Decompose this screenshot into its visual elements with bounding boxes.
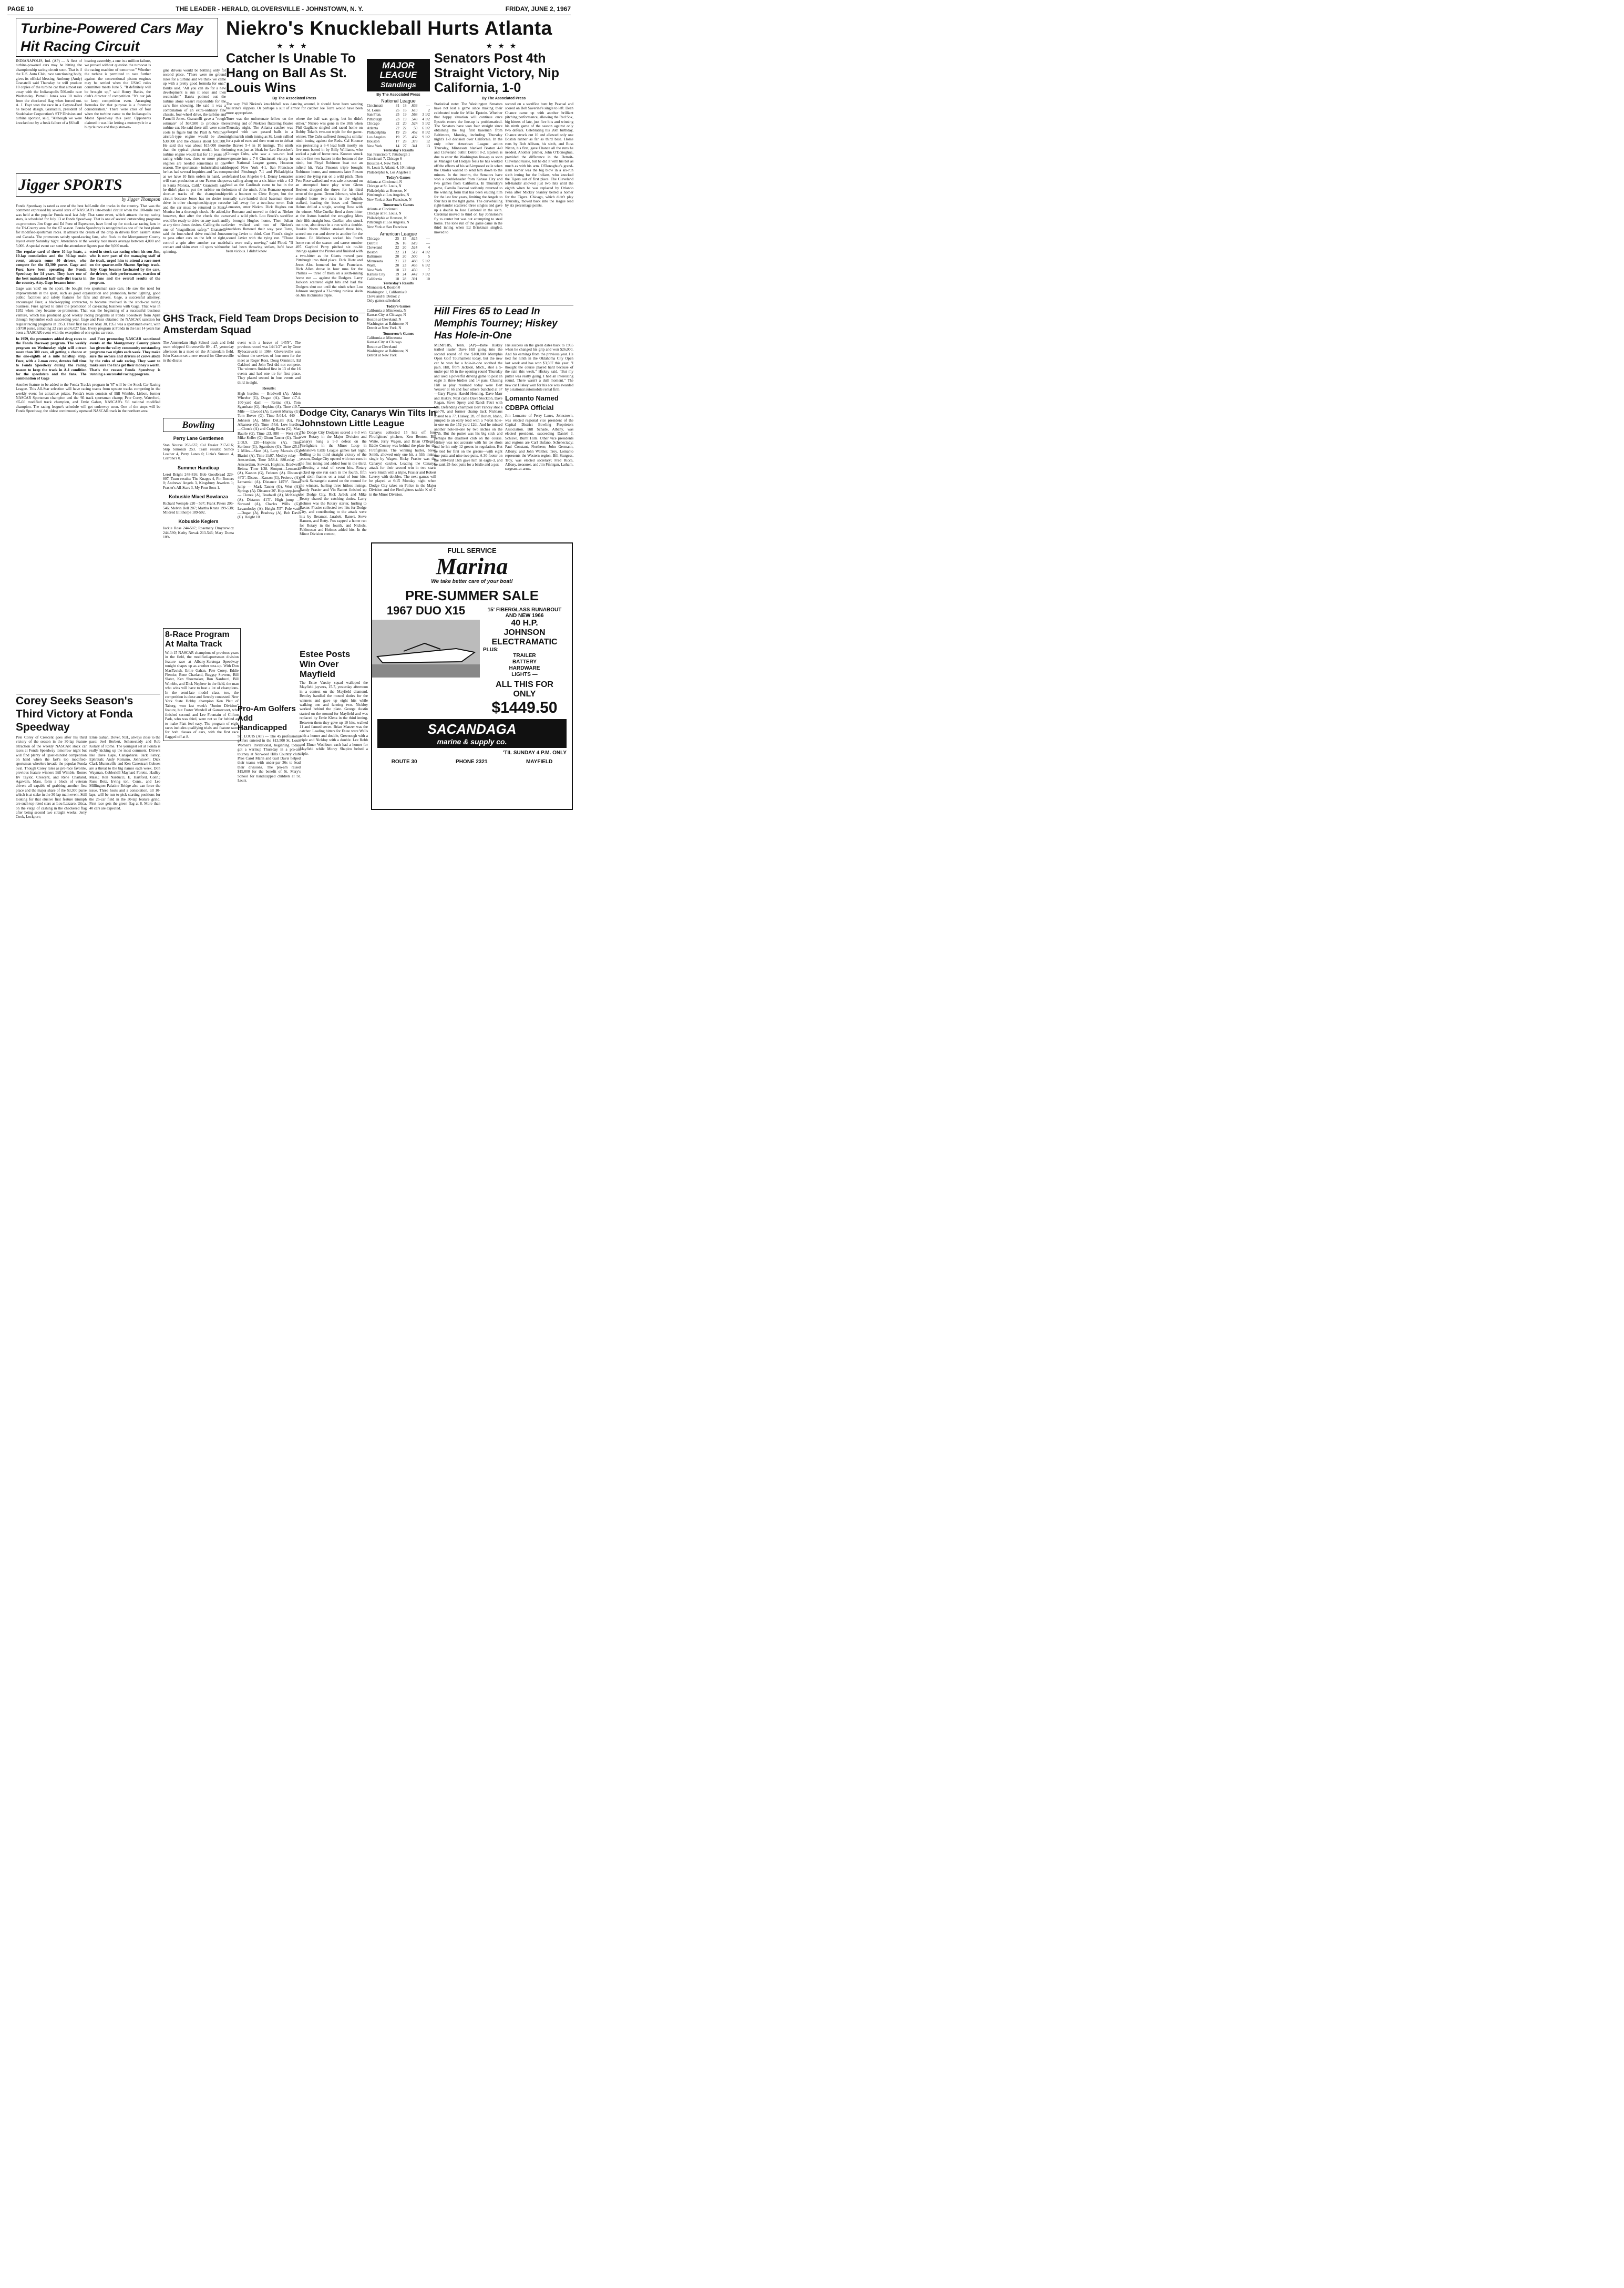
turbine-col3: gine drivers would be battling only for second place. "There were no ground rules for a turbine and we think we came up with a pretty good formula for one," Banks said. "All you can do for a new development is run it once and then reconsider." Banks pointed out the turbine alone wasn't responsible for the car's fine showing. He said it was a combination of an extra-ordinary fine chassis, four-wheel drive, the turbine and Parnelli Jones. Granatelli gave a "rough estimate" of $67,500 to produce the turbine car. He said there still were some costs to figure but the Pratt & Whitney aircraft-type engine would be about $30,000 and the chassis about $37,500. He said this was about $15,000 more than the typical piston model, but the turbine engine would last for 10 years of racing while two, three or more piston engines are needed sometimes in one season. The sportsman - industrialist said he has had several inquiries and "as soon as we have 10 firm orders in hand, we will start production at our Paxton shops in Santa Monica, Calif." Granatelli said he didn't plan to put the turbine on the short-er tracks of the championship circuit because Jones has no desire to drive in other championship-type races and the car must be returned to Santa Monica for a thorough check. He added, however, that after the check the car would be ready to drive on any track and at any time Jones desires. Calling the car one of "magnificent safety," Granatelli said the four-wheel drive enabled Jones to pass other cars on the left or right, control a spin after another car made contact and skim over oil spots without spinning.: [163, 68, 226, 254]
standings-box: [367, 59, 430, 358]
ad-motor2: ELECTRAMATIC: [491, 638, 558, 647]
nl-standing-cell: Philadelphia: [367, 130, 386, 135]
nl-standing-cell: .568: [410, 112, 418, 117]
standings-logo-major: MAJOR: [382, 60, 415, 70]
ad-until: 'TIL SUNDAY 4 P.M. ONLY: [502, 750, 567, 756]
summer-results: Leroi Bright 248-816; Bob Goodbread 229-807. Team results: The Knapps 4, Pin Busters 0; Andrews' Angels 3, Kingsbury Jewelers 1; Frasier's All-Stars 3, My Four Sons 1.: [163, 472, 234, 490]
al-standing-cell: .512: [410, 250, 418, 254]
al-standing-cell: —: [426, 237, 430, 241]
ad-only: ONLY: [513, 690, 536, 699]
jigger-bold3: In 1959, the promoters added drag races to the Fonda Raceway program. The weekly program on Wednesday night will attract more than 300 cars, all getting a chance at the one-eighth of a mile hardtop strip. Fuez, with a 2-man crew, devotes full time to Fonda Speedway during the racing season to keep the track in A-1 condition for the speedsters and the fans. The combination of Gage: [16, 336, 87, 381]
ghs-headline: GHS Track, Field Team Drops Decision to Amsterdam Squad: [163, 313, 359, 336]
nl-today-list: [367, 180, 430, 202]
nl-title: National League: [381, 98, 416, 104]
nl-standing-cell: —: [426, 104, 430, 108]
masthead: [7, 3, 571, 15]
ghs-col1: The Amsterdam High School track and field team whipped Gloversville 89 - 47, yesterday afternoon in a meet on the Amsterdam field. John Kasson set a new record for Gloversville in the discus: [163, 341, 234, 363]
nl-standing-cell: Los Angeles: [367, 135, 386, 139]
jigger-column: [16, 173, 160, 414]
al-game: Washington at Baltimore, N: [367, 321, 408, 326]
standings-logo-league: LEAGUE: [379, 70, 417, 80]
ad-script: Marina: [436, 553, 508, 579]
ad-town: MAYFIELD: [526, 759, 553, 765]
jigger-bold2: ested in stock-car racing when his son Jim, who is now part of the managing staff of the track, urged him to attend a race meet on the quarter-mile Sharon Springs track. Atty. Gage became fascinated by the cars, the drivers, their performances, reaction of the fans and the overall results of the program.: [89, 250, 160, 285]
corey-article: [16, 694, 160, 819]
niekro-headline: Niekro's Knuckleball Hurts Atlanta: [226, 17, 552, 39]
al-standing-cell: 7 1/2: [422, 272, 430, 277]
ad-extra-item: LIGHTS —: [511, 672, 538, 678]
al-today-list: [367, 309, 430, 331]
ghs-article: [163, 313, 365, 336]
al-standing-cell: 20: [395, 254, 399, 259]
nl-game: Atlanta at Cincinnati: [367, 207, 398, 212]
turbine-col2: bearing assembly, a one in a million failure, we proved without question the turbocar is the racing machine of tomorrow." Whether the turbine is permitted to race further against the conventional piston engines may be settled when the USAC rules committee meets June 5. "It definitely will be brought up," said Henry Banks, the club's director of competition. "It's our job to keep competition even. Arranging formulas for that purpose is a foremost consideration." There were cries of foul when the turbine came to the Indianapolis Motor Speedway this year. Opponents claimed it was like letting a motorcycle in a bicycle race and the piston-en-: [85, 59, 151, 130]
al-standing-row: [367, 254, 430, 259]
nl-standing-cell: 17: [395, 139, 399, 143]
keg-heading: Kobuskie Keglers: [178, 519, 219, 525]
ad-all: ALL THIS FOR: [496, 680, 553, 689]
senators-article: [434, 42, 573, 234]
jigger-logo-text: Jigger SPORTS: [18, 176, 122, 193]
senators-headline: Senators Post 4th Straight Victory, Nip California, 1-0: [434, 51, 560, 95]
nl-game: Pittsburgh at Los Angeles, N: [367, 193, 409, 198]
al-standing-row: [367, 277, 430, 282]
nl-standing-cell: 12: [426, 139, 430, 143]
jigger-body1: Fonda Speedway is rated as one of the best half-mile dirt tracks in the country. That was the comment expressed by several stars of NASCAR's late-model circuit when the 100-mile race was held at the popular Fonda oval last July. That same event, which attracts the top racing stars, is scheduled for July 13 at Fonda Speedway. That is one of several outstanding programs co-promoters Jim Gage and Ed Fuez of Esperance, have lined up for stock-car racing fans in the Tri-County area for the '67 season. Fonda Speedway is recognized as one of the best plants for modified-sportsman races. It attracts the cream of the crop in drivers from eastern states and Canada. The promoters satisfy speed-racing fans, who flock to the Montgomery County layout every Saturday night. Attendance at the weekly race meets average between 4,000 and 5,000. A special event can send the attendance figures past the 9,000 mark.: [16, 204, 160, 248]
nl-standing-cell: .633: [410, 104, 418, 108]
nl-game: Pittsburgh at Los Angeles, N: [367, 220, 409, 225]
perry-results: Stan Nourse 263-637; Cal Frasier 217-616; Skip Simonds 253. Team results: Simco Leather 4, Perry Lanes 0; Lizio's Sunoco 4, Cerrone's 0.: [163, 443, 234, 461]
nl-standing-cell: 19: [395, 130, 399, 135]
ghs-results-column: [238, 341, 301, 520]
nl-standing-cell: 18: [403, 104, 407, 108]
al-standing-cell: 25: [395, 237, 399, 241]
kob-results: Richard Wemple 220 - 597; Frank Peters 206-546; Melvin Bell 207; Martha Kranz 199-538; Mildred Ellithorpe 189-502.: [163, 501, 234, 515]
nl-standing-cell: 23: [395, 117, 399, 121]
nl-today-head: Today's Games: [386, 176, 410, 180]
senators-stars: ★★★: [486, 43, 522, 50]
nl-standing-cell: .524: [410, 121, 418, 126]
al-standing-row: [367, 245, 430, 250]
jigger-body2: Gage was 'sold' on the sport. He bought two sportsman race cars. He saw the need for improvements in the sport, such as good organization and promotion, better lighting, good public facilities and safety features for fans and drivers. Gage, a successful attorney, encouraged Fuez, a black-topping contractor, to become involved in the stock-car racing business. Fuez agreed to enter the promotion of car-racing business with Gage. That was in 1952 when they became co-promoters. That was the beginning of a successful business venture, which has produced good weekly racing programs at Fonda Speedway from April through September each succeeding year. Gage and Fuez obtained the NASCAR sanction for regular racing programs in 1953. Their first race on May 30, 1953 was a sportsman event, with a $750 purse, attracting 22 cars and 6,027 fans. Every program at Fonda in the last 14 years has been a NASCAR event with the exception of one sprint car race.: [16, 286, 160, 335]
keg-results: Jackie Ross 244-587; Rosemary Dmyterwicz 244-590; Kathy Novak 213-546; Mary Duma 189-: [163, 526, 234, 540]
lomanto-body: Jim Lomanto of Perry Lanes, Johnstown, was elected regional vice president of the Capital District Bowling Proprietors Association. Bill Schade, Albany, was elected president, succeeding Daniel J. Schiavo, Burnt Hills. Other vice presidents and regions are Carl Bufano, Schenectady; Paul Constant, Northern; John Germann, Albany; and John Walther, Troy. Lomanto represents the Western region. Bill Sturgess, Troy, was elected secretary; Fred Ricca, Albany, treasurer, and Jim Finnigan, Latham, sergeant-at-arms.: [505, 414, 573, 471]
nl-standing-cell: 9 1/2: [422, 135, 430, 139]
senators-col2: second on a sacrifice bunt by Pascual and scored on Bob Saverine's single to left. Dean Chance came up with another brilliant pitching performance, allowing the Red Sox, big hitters of late, just five hits and winning his ninth game of the season against only two defeats. Celebrating his 26th birthday, Chance struck out 10 and allowed only one Boston runner as far as third base. Home runs by Bob Allison, his sixth, and Russ Nixon, his first, gave Chance all the runs he needed. Another pitcher, John O'Donoghue, provided the difference in the Detroit-Cleveland tussle, but he did it with his bat as much as with his arm. O'Donoghue's grand-slam homer was the big blow in a six-run sixth inning for the Indians, who knocked the Tigers out of first place. The Cleveland left-hander allowed just two hits until the eighth when he was replaced by Orlando Pena after Mickey Stanley belted a homer for the Tigers. Chicago, which didn't play Thursday, moved back into the league lead by six percentage points.: [505, 102, 573, 208]
ad-desc: 15' FIBERGLASS RUNABOUT: [487, 607, 562, 613]
senators-col1: Statistical note: The Washington Senators have not lost a game since making their celebrated trade for Mike Epstein. Whether that happy situation will continue once Epstein enters the line-up is problematical. The Senators have won four straight since obtaining the big first baseman from Baltimore, Monday, including Thursday night's 1-0 decision over California. In the only other American League action Thursday, Minnesota blanked Boston 4-0 and Cleveland outhit Detroit 8-2. Epstein is due to enter the Washington line-up as soon as Manager Gil Hodges feels he has worked off the effects of his self-imposed exile when the Orioles wanted to send him down to the minors. In the interim, the Senators have won a doubleheader from Kansas City and two games from California. In Thursday's game, Camilo Pascual suddenly returned to the winning form that has been eluding him for the last few years, limiting the Angels to four hits in the tight game. The curveballing right-hander scattered three singles and gave up a double to Jose Cardenal in the sixth. Cardenal moved to third on Jay Johnstone's fly to center but was out attempting to steal home. The lone run of the game came in the third inning when Ed Brinkman singled, moved to: [434, 102, 502, 234]
senators-byline: By The Associated Press: [481, 97, 526, 100]
proam-article: [238, 704, 301, 783]
nl-standing-cell: 5 1/2: [422, 121, 430, 126]
al-yest-list: [367, 285, 430, 303]
dodge-headline: Dodge City, Canarys Win Tilts In Johnstown Little League: [300, 408, 436, 428]
al-standing-cell: 22: [395, 245, 399, 250]
corey-col1: Pete Corey of Crescent goes after his third victory of the season in the 30-lap feature attraction of the weekly NASCAR stock car races at Fonda Speedway tomorrow night but will find plenty of upset-minded competition on hand when the fast's top modified-sportsman wheelers invade the popular Fonda oval. Though Corey rates as pre-race favorite, previous feature winners Bill Wimble, Rome; Irv Taylor, Crescent, and Rene Charland, Agawam, Mass. form a block of veteran drivers all capable of grabbing another first place and the major share of the $3,300 purse which is at stake in the 30-lap main event. Still looking for that elusive first feature triumph are such top-rated stars as Lou Lazzaro, Utica, on the verge of cashing in the checkered flag after being second two straight weeks; Jerry Cook, Lockport;: [16, 735, 87, 819]
ghs-results: High hurdles — Bradwell (A), Alden Wheeler (G), Dugan (A). Time :17.4. 100-yard dash — Reitna (A), Tom Sgambato (G), Hopkins (A). Time :10.7. Mile — Elwood (A), Everett Murray (G), Tom Bovee (G). Time 5:04.4. 440 — Johnson (A), Mike DeLilli (G), Pat Albanese (G). Time :54.6. Low hurdles—Clonek (A) and Craig Banta (G), Matt Baurle (G). Time :23. 880 — Wert (A), Mike Keller (G) Glenn Tanner (G). Time 2:08.9. 220—Hopkins (A), Time Scribner (G), Sgambato (G). Time :25.1. 2 Miles—Skee (A), Larry Marcais (G), Biasini (A). Time 11:07. Medley relay — Amsterdam, Time 3:58.4. 880-relay — Amsterdam, Stewart, Hopkins, Bradwell, Reitna. Time 1:38. Shotput—Lemanski (A), Kasson (G), Federov (A). Distance 46'3". Discus—Kasson (G), Federov (A), Lemanski (A). Distance 145'9". Broad jump — Mark Tanner (G), Wert (A), Springs (A). Distance 20'. Hop-step-jump — Clonek (A), Bradwell (A), McKnight (A). Distance 41'3". High jump — Steward (A), Charles Wills (G), Levandosky (A). Height 5'5". Pole vault—Dugan (A), Bradway (A), Bob Davis (G). Height 10'.: [238, 392, 301, 520]
marina-ad: [371, 542, 573, 810]
al-standing-row: [367, 237, 430, 241]
al-standing-cell: 20: [402, 245, 406, 250]
jigger-bold4: and Fuez promoting NASCAR sanctioned events at the Montgomery County plants has given the valley community outstanding programs two nights each week. They make sure the owners and drivers of crews abide by the rules of safe racing. They want to make sure the fans get their money's worth. That's the reason Fonda Speedway is running a successful racing program.: [89, 336, 160, 377]
al-game: California at Minnesota: [367, 335, 402, 340]
nl-standing-cell: 22: [395, 126, 399, 130]
al-standing-cell: 6 1/2: [422, 263, 430, 268]
nl-standing-row: [367, 135, 430, 140]
standings-logo-standings: Standings: [381, 80, 416, 89]
al-standing-cell: 20: [402, 254, 406, 259]
nl-standing-cell: 25: [403, 135, 407, 139]
boat-icon: [372, 620, 480, 678]
kob-heading: Kobuskie Mixed Bowlanza: [169, 494, 228, 500]
al-standing-cell: Cleveland: [367, 245, 383, 250]
perry-heading: Perry Lane Gentlemen: [173, 436, 224, 441]
nl-standing-cell: 16: [403, 108, 407, 112]
nl-game: New York at San Francisco, N: [367, 197, 412, 202]
al-standing-cell: 23: [402, 263, 406, 268]
al-standing-row: [367, 263, 430, 268]
al-game: California at Minnesota, N: [367, 308, 407, 313]
al-today-head: Today's Games: [386, 304, 410, 309]
ad-route: ROUTE 30: [391, 759, 417, 765]
al-game: Kansas City at Chicago, N: [367, 313, 406, 317]
lomanto-headline: Lomanto Named CDBPA Official: [505, 394, 559, 412]
nl-standing-cell: 2: [428, 108, 430, 112]
nl-result: Houston 4, New York 1: [367, 161, 402, 166]
al-standing-cell: 5 1/2: [422, 259, 430, 263]
nl-standing-row: [367, 104, 430, 108]
al-standing-row: [367, 268, 430, 273]
nl-tom-head: Tomorrow's Games: [383, 203, 414, 208]
al-standing-cell: 21: [395, 259, 399, 263]
issue-date: FRIDAY, JUNE 2, 1967: [505, 5, 571, 13]
jigger-logo: [16, 173, 160, 197]
ad-extra-item: TRAILER: [513, 653, 536, 659]
al-standing-cell: 21: [402, 250, 406, 254]
jigger-byline: by Jigger Thompson: [121, 197, 160, 202]
standings-byline: By The Associated Press: [376, 93, 420, 97]
ad-sale: PRE-SUMMER SALE: [405, 588, 539, 603]
newspaper-name: THE LEADER - HERALD, GLOVERSVILLE - JOHNSTOWN, N. Y.: [176, 5, 364, 13]
jigger-bold1: The regular card of three 10-lap heats, a 10-lap consolation and the 30-lap main event, attracts some 40 drivers, who compete for the $3,300 purse. Gage and Fuez have been operating the Fonda Speedway for 14 years. They have one of the best maintained half-mile dirt tracks in the country. Atty. Gage became inter-: [16, 250, 87, 285]
niekro-lead: The way Phil Niekro's knuckleball was dancing around, it should have been wearing ballerina's slippers. Or perhaps a suit of armor for catcher Joe Torre would have been more appropriate.: [226, 102, 363, 115]
al-standing-cell: Minnesota: [367, 259, 383, 263]
summer-heading: Summer Handicap: [177, 465, 220, 470]
nl-standing-cell: 14: [395, 143, 399, 148]
al-standing-cell: .619: [410, 241, 418, 245]
ad-top: FULL SERVICE: [447, 547, 497, 555]
al-standing-cell: 22: [395, 250, 399, 254]
al-standing-cell: .391: [410, 276, 418, 281]
nl-result: Philadelphia 6, Los Angeles 1: [367, 170, 411, 175]
al-game: Washington at Baltimore, N: [367, 348, 408, 353]
turbine-col1: INDIANAPOLIS, Ind. (AP) — A fleet of turbine-powered cars may be hitting the championship racing circuit soon. That is if the U.S. Auto Club, race sanctioning body, gives its official blessing. Anthony (Andy) Granatelli said Thursday he will produce 10 copies of the turbine car that almost ran away with the Indianapolis 500-mile race Wednesday. Parnelli Jones was 10 miles from the checkered flag when forced out. A. J. Foyt won the race in a Coyote-Ford he helped design. Granatelli, president of Studebaker Corporation's STP Division and turbine sponsor, said, "Although we were knocked out by a freak failure of a $6 ball: [16, 59, 82, 125]
nl-standing-cell: .341: [410, 143, 418, 148]
malta-headline: 8-Race Program At Malta Track: [165, 630, 230, 649]
standings-logo: [367, 59, 430, 91]
al-game: Boston at Cleveland, N: [367, 317, 402, 322]
niekro-headline-block: [226, 17, 575, 40]
al-standing-cell: .488: [410, 259, 418, 263]
al-standing-cell: .500: [410, 254, 418, 259]
al-standing-cell: 15: [402, 237, 406, 241]
al-game: Detroit at New York, N: [367, 326, 402, 331]
nl-standing-cell: .548: [410, 117, 418, 121]
nl-result: Cincinnati 7, Chicago 6: [367, 157, 402, 161]
al-game: Boston at Cleveland: [367, 344, 397, 349]
ad-price: $1449.50: [491, 699, 558, 716]
nl-game: Philadelphia at Houston, N: [367, 188, 407, 193]
nl-standing-cell: 19: [403, 117, 407, 121]
ad-new: AND NEW 1966: [505, 613, 544, 619]
ghs-results-head: Results:: [262, 386, 276, 391]
al-result: Washington 1, California 0: [367, 290, 407, 294]
dodge-col2: Canarys collected 15 hits off four Firefighters' pitchers, Ken Benton, Bill Waite, Jerry Wagen, and Brian O'Regan. Eddie Conroy was behind the plate for the Firefighters. The winning hurler, Steve Smith, allowed only one hit, a fifth inning single by Wagen. Ricky Frasier was the Canarys' catcher. Leading the Canarys' attack for their second win in two starts were Smith with a triple, Frasier and Robert Lavery with doubles. The next games will be played at 6:15 Monday night when Dodge City takes on Police in the Major Division and the Firefighters tackle K of C in the Minor Division.: [369, 430, 436, 497]
hill-col2: His success on the green dates back to 1965 when he changed his grip and won $26,000. And his earnings from the previous year. He tied for ninth in the Oklahoma City Open last week and has won $3,597 this year. "I thought the course played hard because of the rain this week," Hiskey said. "But my putter was really going. I had an interesting round. There wasn't a dull moment." The new car Hiskey won for his ace was awarded by a national automobile rental firm.: [505, 343, 573, 392]
ad-brand1: SACANDAGA: [427, 721, 517, 737]
page-number: PAGE 10: [7, 5, 34, 13]
al-standing-cell: Detroit: [367, 241, 378, 245]
al-standing-cell: Chicago: [367, 237, 379, 241]
nl-standing-cell: Chicago: [367, 121, 379, 126]
nl-standing-cell: 25: [395, 112, 399, 117]
al-title: American League: [379, 231, 417, 237]
nl-standing-cell: .452: [410, 130, 418, 135]
malta-body: With 15 NASCAR champions of previous years in the field, the modified-sportsman division feature race at Albany-Saratoga Speedway tonight shapes up as another toss-up. With Don MacTavish, Ernie Gahan, Pete Corey, Eddie Flemke, Rene Charland, Buggsy Stevens, Bill Slater, Ken Shoemaker, Ron Narducci, Bill Wimble, and Dick Nephew in the field, the man who wins will have to beat a lot of champions. In the semi-late model class, too, the competition is close and fiercely contested. New York State Hobby champion Ken Platt of Taberg, won last week's "Junior Division" feature, but Foster Wendell of Gansevoort, who finished second, and Lee Fountain of Clifton Park, who was third, were not so far behind as to make Platt feel easy. The program of eight races includes qualifying trials and feature races for both classes of cars, with the first race flagged off at 8.: [165, 651, 239, 739]
corey-col2: Ernie Gahan, Dover, N.H., always close to the pace; Jeel Herbert, Schenectady and Rob Kotary of Rome. The youngest set at Fonda is really kicking up the most comment. Drivers like Dave Lape, Canajoharie; Jack Fancy, Ephratah; Andy Romano, Johnstown; Dick Clark Munnsville and Ken Canestrari Cohoes are a threat to the big names each week. Don Wayman, Cobleskill Maynard Forette, Hadley Mass.; Ron Narducci, E. Hartford, Conn.; Russ Betz, Irving ton, Conn., and Lee Millington Palatine Bridge also can force the issue. Three heats and a consolation, all 10-laps, will be run to pick starting positions for the 25-car field in the 30-lap feature grind. First race gets the green flag at 8. More than 40 cars are expected.: [89, 735, 160, 810]
niekro-subhead: Catcher Is Unable To Hang on Ball As St. Louis Wins: [226, 51, 356, 95]
ad-model: 1967 DUO X15: [386, 604, 466, 617]
al-standing-cell: California: [367, 276, 383, 281]
nl-standing-cell: .432: [410, 135, 418, 139]
dodge-article: [300, 407, 436, 537]
jigger-body3: Another feature to be added to the Fonda Track's program in '67 will be the Stock Car Racing League. This All-Star selection will have racing teams from upstate tracks competing in the weekly event for attractive prizes. Fonda's team consists of Bill Wimble, Lisbon, former NASCAR Sportsman champion and the '66 track sportsman champ; Pete Corey, Waterford, '65-66 modified track champion, and Ernie Gahan, NASCAR's '66 national modified champion. The racing league's schedule will get underway soon. One of the stops will be Fonda Speedway, the oldest continuously operated NASCAR track in the northern area.: [16, 382, 160, 414]
al-standing-cell: Baltimore: [367, 254, 382, 259]
proam-headline: Pro-Am Golfers Add Handicapped: [238, 704, 296, 732]
ad-motor1: JOHNSON: [503, 628, 546, 637]
nl-standing-cell: .610: [410, 108, 418, 112]
nl-game: New York at San Francisco: [367, 224, 407, 229]
nl-standing-cell: 6 1/2: [422, 126, 430, 130]
nl-standing-cell: 20: [403, 121, 407, 126]
proam-body: ST. LOUIS (AP) — The 45 professional golfers entered in the $13,500 St. Louis Women's Invitational, beginning today, got a warmup Thursday in a pro-am tourney at Norwood Hills Country club. Pros Carol Mann and Gail Davis helped their teams with under-par 36s to lead their divisions. The pro-am raised $19,000 for the benefit of St. Mary's School for handicapped children at St. Louis.: [238, 734, 301, 783]
nl-standing-cell: 19: [403, 112, 407, 117]
al-standing-cell: .442: [410, 272, 418, 277]
nl-standing-cell: 25: [395, 108, 399, 112]
ghs-col2: event with a heave of 145'9". The previous record was 144'1/2" set by Gene Rybaczewski in 1964. Gloversville was without the services of four men for the meet as Roger Ross, Doug Ormiston, Ed Oakford and John Tesi did not compete. The winners finished first in 13 of the 16 events and had one tie for first place. They placed second in four events and third in eight.: [238, 341, 301, 385]
al-standings-table: [367, 237, 430, 281]
malta-article: [163, 628, 241, 741]
nl-standing-cell: 19: [395, 135, 399, 139]
nl-standing-cell: 8 1/2: [422, 130, 430, 135]
nl-standing-cell: Pittsburgh: [367, 117, 383, 121]
al-standing-cell: 22: [402, 259, 406, 263]
nl-standing-cell: Houston: [367, 139, 380, 143]
al-standing-cell: 7: [428, 268, 430, 272]
nl-result: San Francisco 7, Pittsburgh 1: [367, 152, 410, 157]
ad-brand2: marine & supply co.: [437, 737, 507, 746]
al-standing-cell: 20: [395, 263, 399, 268]
nl-standing-cell: Cincinnati: [367, 104, 383, 108]
al-standing-cell: 28: [402, 276, 406, 281]
nl-standing-cell: Atlanta: [367, 126, 378, 130]
hill-col1: MEMPHIS, Tenn. (AP)—Babe Hiskey trailed leader Dave Hill going into the second round of the $100,000 Memphis Open Golf Tournament today, but the new car he won for a hole-in-one soothed the pain. Hill, from Jackson, Mich., shot a 5-under-par 65 in the opening round Thursday and used a powerful driving game to post an eagle 3, three birdies and 14 pars. Chasing Hill as play resumed today were Bert Weaver at 66 and four others bunched at 67—Gary Player, Harold Henning, Dave Marr and Hiskey. Next came Dave Stockton, Dave Ragan, Steve Sprey and Randi Petri with 68s. Defending champion Bert Yancey shot a par-70, and former champ Jack Nicklaus soared to a 77. Hiskey, 28, of Burley, Idaho, jumped to an early lead with a 7-iron hole-in-one on the 152-yard 12th. And he missed another hole-in-one by two inches on the 17th. But the putter was his big stick and perhaps the deadliest club on the course. Hiskey was not accurate with his tee shots and he hit only 12 greens in regulation. But he tied for first on the greens—with eight one-putts and nine two-putts. A 30-footer on the 500-yard 16th gave him an eagle-3, and he sank 25-foot putts for a birdie and a par.: [434, 343, 502, 467]
al-standing-cell: 16: [402, 241, 406, 245]
nl-standing-row: [367, 139, 430, 144]
ad-extra-item: HARDWARE: [509, 665, 540, 671]
ad-phone: PHONE 2321: [456, 759, 488, 765]
nl-standing-cell: 3 1/2: [422, 112, 430, 117]
al-standing-row: [367, 241, 430, 246]
ad-extras: [480, 653, 569, 678]
al-standing-cell: 26: [395, 241, 399, 245]
hill-headline: Hill Fires 65 to Lead In Memphis Tourney; Hiskey Has Hole-in-One: [434, 306, 558, 341]
nl-result: St. Louis 5, Atlanta 4, 10 innings: [367, 166, 416, 170]
nl-tom-list: [367, 207, 430, 229]
al-standing-cell: —: [426, 241, 430, 245]
al-standing-row: [367, 250, 430, 255]
nl-standing-row: [367, 112, 430, 117]
al-standing-cell: .450: [410, 268, 418, 272]
ad-hp: 40 H.P.: [511, 619, 538, 628]
niekro-col1: Torre was the unfortunate fellow on the receiving end of Niekro's fluttering floater Thursday night. The Atlanta catcher was charged with two passed balls in a nightmarish ninth inning as St. Louis rallied for a pair of runs and then went on to defeat the Braves 5-4 in 10 innings. The ninth inning was just as bleak for Leo Durocher's Chicago Cubs, who saw a two-run lead evaporate into a 7-6 Cincinnati victory. In other National League games, Houston dropped New York 4-1, San Francisco pounded Pittsburgh 7-1 and Philadelphia defeated Los Angeles 6-1. Denny Lemaster was sailing along on a six-hitter with a 4-2 lead as the Cardinals came to bat in the bottom of the ninth. John Romano opened with a bouncer to Clete Boyer, but the usually sure-handed third baseman threw the ball away for a two-base error. Exit Lemaster, enter Niekro. Dick Hughes ran for Romano and moved to third as Niekro served a wild pitch. Lou Brock's sacrifice fly brought Hughes home. Then Julian Javier walked and two of Niekro's knucklers fluttered their way past Torre, moving Javier to third. Curt Flood's single scored Javier with the tying run. "Those balls were really moving," said Flood. "If he had been throwing strikes, he'd have been vicious. I didn't know: [226, 117, 293, 254]
niekro-article: [226, 42, 363, 298]
nl-game: Chicago at St. Louis, N: [367, 211, 402, 216]
nl-standings-table: [367, 104, 430, 148]
nl-standing-cell: 22: [395, 121, 399, 126]
nl-yest-head: Yesterday's Results: [383, 148, 414, 152]
al-standing-cell: 24: [402, 272, 406, 277]
bowling-column: [163, 418, 234, 540]
al-standing-cell: 4: [428, 245, 430, 250]
al-standing-cell: .524: [410, 245, 418, 250]
nl-standing-cell: 4 1/2: [422, 117, 430, 121]
hill-article: [434, 305, 573, 471]
al-standing-cell: 5: [428, 254, 430, 259]
al-result: Cleveland 8, Detroit 2: [367, 294, 400, 299]
nl-standing-cell: 13: [426, 143, 430, 148]
al-standing-cell: Wash.: [367, 263, 376, 268]
niekro-byline: By The Associated Press: [272, 97, 316, 100]
al-standing-cell: .625: [410, 237, 418, 241]
corey-headline: Corey Seeks Season's Third Victory at Fonda Speedway: [16, 695, 133, 733]
nl-standing-row: [367, 144, 430, 149]
ad-extra-item: BATTERY: [512, 659, 537, 665]
al-standing-cell: 18: [395, 268, 399, 272]
nl-standing-cell: San Fran.: [367, 112, 382, 117]
nl-standing-cell: 31: [395, 104, 399, 108]
al-tom-list: [367, 336, 430, 358]
al-standing-row: [367, 272, 430, 277]
al-standing-cell: 18: [395, 276, 399, 281]
nl-standing-cell: 22: [403, 126, 407, 130]
al-standing-cell: Kansas City: [367, 272, 385, 277]
nl-standing-row: [367, 130, 430, 135]
al-tom-head: Tomorrow's Games: [383, 331, 414, 336]
al-game: Detroit at New York: [367, 353, 397, 358]
al-result: Minnesota 4, Boston 0: [367, 285, 400, 290]
estee-body: The Estee Varsity squad walloped the Mayfield jayvees, 15-7, yesterday afternoon in a contest on the Mayfield diamond. Bentley handled the mound duties for the winners and gave up eight hits while walking one and fanning two. Nickloy worked behind the plate. George Austin started on the mound for Mayfield and was replaced by Ernie Klena in the third inning. Between them they gave up 10 hits, walked 11 and fanned seven. Brian Manzer was the catcher. Leading hitters for Estee were Walls with a homer and double, Greenough with a triple and Nickloy with a double. Lee Robb and Elmer Washburn each had a homer for Mayfield while Morey Shapiro belted a triple.: [300, 681, 368, 756]
al-standing-row: [367, 259, 430, 264]
nl-standing-row: [367, 108, 430, 113]
ad-footer: [372, 759, 572, 765]
nl-game: Philadelphia at Houston, N: [367, 216, 407, 220]
nl-standing-cell: .50: [413, 126, 418, 130]
al-standing-cell: 19: [395, 272, 399, 277]
al-result: Only games scheduled: [367, 299, 400, 303]
nl-standing-row: [367, 121, 430, 126]
niekro-col2: where the ball was going, but he didn't either." Niekro was gone in the 10th when Phil Gagliano singled and raced home on Bobby Tolan's two-out triple for the game-winner. The Cubs suffered through a similar ninth inning against the Reds. Cal Koonce was protecting a 6-4 lead built mostly on five runs batted in by Billy Williams, who socked a pair of home runs. Koonce struck out the first two batters in the bottom of the ninth, but Floyd Robinson beat out an infield hit. Vada Pinson's triple brought Robinson home, and moments later Pinson scored the tying run on a wild pitch. Then Pete Rose walked and was safe at second on an attempted force play when Glenn Beckert dropped the throw for his third error of the game. Deron Johnson, who had singled home two runs in the eighth, walked, loading the bases and Tommy Helms drilled a single, scoring Rose with the winner. Mike Cuellar fired a three-hitter at the Astros handed the struggling Mets their fifth straight loss. Cuellar, who struck out nine, also drove in a run with a double. Rookie Norm Miller stroked three hits, scored one run and drove in another for the Astros. Ed Mathews socked his fourth home run of the season and career number 497. Gaylord Perry pitched six no-hit innings against the Pirates and finished with a two-hitter as the Giants moved past Pittsburgh into third place. Dick Dietz and Jesus Alou homered for San Francisco. Rich Allen drove in four runs for the Phillies — three of them on a sixth-inning home run — against the Dodgers. Larry Jackson scattered eight hits and had the Dodgers shut out until the ninth when Lou Johnson snapped a 23-inning runless skein on Jim Hickman's triple.: [295, 117, 363, 298]
al-game: Kansas City at Chicago: [367, 340, 402, 345]
nl-game: Chicago at St. Louis, N: [367, 184, 402, 189]
nl-standing-cell: St. Louis: [367, 108, 381, 112]
nl-standing-cell: New York: [367, 143, 383, 148]
nl-yest-list: [367, 152, 430, 175]
ad-tag: We take better care of your boat!: [431, 579, 513, 584]
al-standing-cell: 4 1/2: [422, 250, 430, 254]
nl-standing-cell: 28: [403, 139, 407, 143]
nl-standing-cell: 27: [403, 143, 407, 148]
estee-article: [300, 649, 368, 756]
nl-game: Atlanta at Cincinnati, N: [367, 180, 402, 184]
nl-standing-row: [367, 117, 430, 122]
boat-photo: [372, 620, 480, 678]
al-yest-head: Yesterday's Results: [383, 281, 414, 286]
al-standing-cell: New York: [367, 268, 383, 272]
al-standing-cell: 22: [402, 268, 406, 272]
niekro-stars: ★★★: [276, 43, 312, 50]
bowling-logo: Bowling: [163, 418, 234, 432]
nl-standing-cell: .378: [410, 139, 418, 143]
turbine-headline: Turbine-Powered Cars May Hit Racing Circuit: [16, 18, 218, 57]
al-standing-cell: 10: [426, 276, 430, 281]
nl-standing-row: [367, 126, 430, 131]
nl-standing-cell: 23: [403, 130, 407, 135]
estee-headline: Estee Posts Win Over Mayfield: [300, 649, 351, 679]
dodge-col1: The Dodge City Dodgers scored a 6-3 win over Rotary in the Major Division and Canarys hung a 9-0 defeat on the Firefighters in the Minor Loop in Johnstown Little League games last night. Rolling to its third straight victory of the season, Dodge City opened with two runs in the first inning and added four in the third, collecting a total of seven hits. Rotary picked up one run each in the fourth, fifth and sixth frames on a total of four hits. Frank Santangelo started on the mound for the winners, hurling three hitless innings. Randy Frasier and Vin Ranert finished up for Dodge City. Rick Jarbek and Mike Beatty shared the catching duties. Larry Holmes was the Rotary starter, hurling to Baxter. Frasier collected two hits for Dodge City, and contributing to the attack were hits by Breamer, Jarabek, Ranert, Steve Hansen, and Betty. Fox rapped a home run for Rotary in the fourth, and Nichols, Felthousen and Holmes added hits. In the Minor Division contest,: [300, 430, 367, 537]
al-standing-cell: Boston: [367, 250, 378, 254]
al-standing-cell: .465: [410, 263, 418, 268]
ad-plus: PLUS:: [483, 647, 499, 653]
